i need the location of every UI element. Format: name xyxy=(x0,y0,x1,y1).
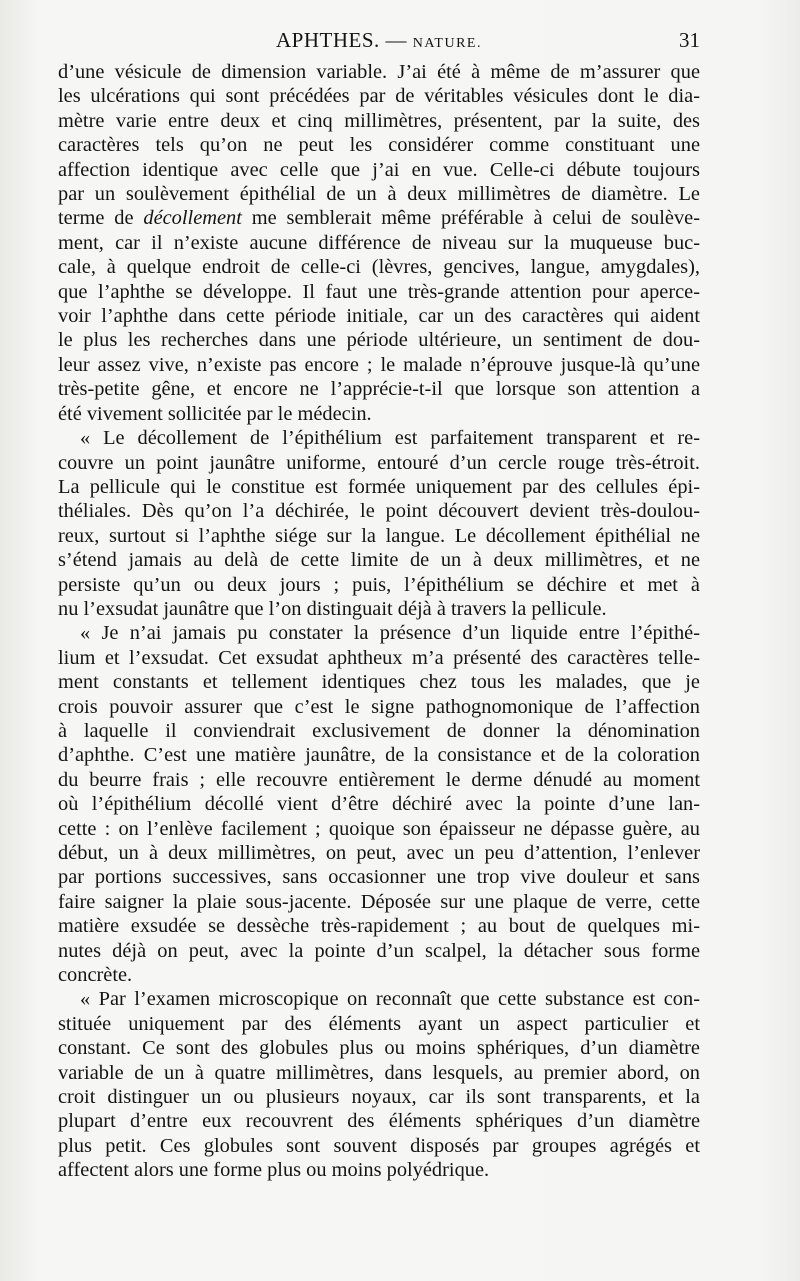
page-header xyxy=(58,28,700,56)
text-line: crois pouvoir assurer que c’est le signe pathognomonique de l’affection xyxy=(58,695,700,718)
text-line: du beurre frais ; elle recouvre entièrement le derme dénudé au moment xyxy=(58,768,700,791)
text-line: croit distinguer un ou plusieurs noyaux, car ils sont transparents, et la xyxy=(58,1086,700,1109)
text-line: « Par l’examen microscopique on reconnaît que cette substance est con- xyxy=(80,988,700,1011)
text-line: par un soulèvement épithélial de un à deux millimètres de diamètre. Le xyxy=(58,183,700,206)
text-line: très-petite gêne, et encore ne l’apprécie-t-il que lorsque son attention a xyxy=(58,378,700,401)
text-line: par portions successives, sans occasionner une trop vive douleur et sans xyxy=(58,866,700,889)
text-line: ment constants et tellement identiques chez tous les malades, que je xyxy=(58,671,700,694)
text-line: le plus les recherches dans une période ultérieure, un sentiment de dou- xyxy=(58,329,700,352)
text-line: lium et l’exsudat. Cet exsudat aphtheux m’a présenté des caractères telle- xyxy=(58,646,700,669)
text-line: reux, surtout si l’aphthe siége sur la langue. Le décollement épithélial ne xyxy=(58,524,700,547)
paragraph xyxy=(58,987,700,1182)
text-line: plus petit. Ces globules sont souvent disposés par groupes agrégés et xyxy=(58,1134,700,1157)
italic-term: décollement xyxy=(143,207,242,230)
text-line: matière exsudée se dessèche très-rapidement ; au bout de quelques mi- xyxy=(58,915,700,938)
text-line: caractères tels qu’on ne peut les considérer comme constituant une xyxy=(58,134,700,157)
text-line: début, un à deux millimètres, on peut, avec un peu d’attention, l’enlever xyxy=(58,842,700,864)
text-line: persiste qu’un ou deux jours ; puis, l’épithélium se déchire et met à xyxy=(58,573,700,596)
section-title: NATURE. xyxy=(412,36,482,51)
text-line: plupart d’entre eux recouvrent des éléments sphériques d’un diamètre xyxy=(58,1110,700,1133)
text-line: La pellicule qui le constitue est formée uniquement par des cellules épi- xyxy=(58,475,700,498)
text-line: nu l’exsudat jaunâtre que l’on distinguait déjà à travers la pellicule. xyxy=(58,597,607,620)
text-line: « Le décollement de l’épithélium est parfaitement transparent et re- xyxy=(80,427,700,450)
chapter-title: APHTHES. xyxy=(276,28,380,52)
text-line: que l’aphthe se développe. Il faut une très-grande attention pour aperce- xyxy=(58,280,700,303)
text-line: affectent alors une forme plus ou moins polyédrique. xyxy=(58,1159,490,1182)
body-text xyxy=(58,60,700,1183)
text-line: à laquelle il conviendrait exclusivement de donner la dénomination xyxy=(58,719,700,742)
text-line: d’une vésicule de dimension variable. J’ai été à même de m’assurer que xyxy=(58,61,700,83)
text-line: voir l’aphthe dans cette période initiale, car un des caractères qui aident xyxy=(58,305,700,328)
text-line: concrète. xyxy=(58,964,133,987)
text-line: terme de décollement me semblerait même préférable à celui de soulève- xyxy=(58,207,700,230)
text-line: s’étend jamais au delà de cette limite de un à deux millimètres, et ne xyxy=(58,549,700,572)
text-line: été vivement sollicitée par le médecin. xyxy=(58,402,372,425)
text-line: mètre varie entre deux et cinq millimètres, présentent, par la suite, des xyxy=(58,109,700,132)
title-dash: — xyxy=(385,28,408,52)
paragraph xyxy=(58,426,700,621)
text-line: ment, car il n’existe aucune différence de niveau sur la muqueuse buc- xyxy=(58,231,700,254)
text-line: cale, à quelque endroit de celle-ci (lèvres, gencives, langue, amygdales), xyxy=(58,256,700,279)
text-line: leur assez vive, n’existe pas encore ; le malade n’éprouve jusque-là qu’une xyxy=(58,353,700,376)
text-line: variable de un à quatre millimètres, dans lesquels, au premier abord, on xyxy=(58,1061,700,1084)
running-title xyxy=(58,28,700,53)
text-line: les ulcérations qui sont précédées par de véritables vésicules dont le dia- xyxy=(58,85,700,108)
paragraph xyxy=(58,621,700,987)
text-line: où l’épithélium décollé vient d’être déchiré avec la pointe d’une lan- xyxy=(58,793,700,816)
text-line: couvre un point jaunâtre uniforme, entouré d’un cercle rouge très-étroit. xyxy=(58,451,700,474)
paragraph xyxy=(58,60,700,426)
text-line: stituée uniquement par des éléments ayant un aspect particulier et xyxy=(58,1012,700,1035)
text-line: faire saigner la plaie sous-jacente. Déposée sur une plaque de verre, cette xyxy=(58,890,700,913)
text-line: cette : on l’enlève facilement ; quoique son épaisseur ne dépasse guère, au xyxy=(58,817,700,840)
page-number: 31 xyxy=(679,28,700,52)
text-line: « Je n’ai jamais pu constater la présence d’un liquide entre l’épithé- xyxy=(80,622,700,645)
text-line: affection identique avec celle que j’ai en vue. Celle-ci débute toujours xyxy=(58,158,700,181)
text-line: nutes déjà on peut, avec la pointe d’un scalpel, la détacher sous forme xyxy=(58,939,700,962)
text-line: théliales. Dès qu’on l’a déchirée, le point découvert devient très-doulou- xyxy=(58,500,700,523)
text-line: constant. Ce sont des globules plus ou moins sphériques, d’un diamètre xyxy=(58,1037,700,1060)
text-line: d’aphthe. C’est une matière jaunâtre, de la consistance et de la coloration xyxy=(58,744,700,767)
